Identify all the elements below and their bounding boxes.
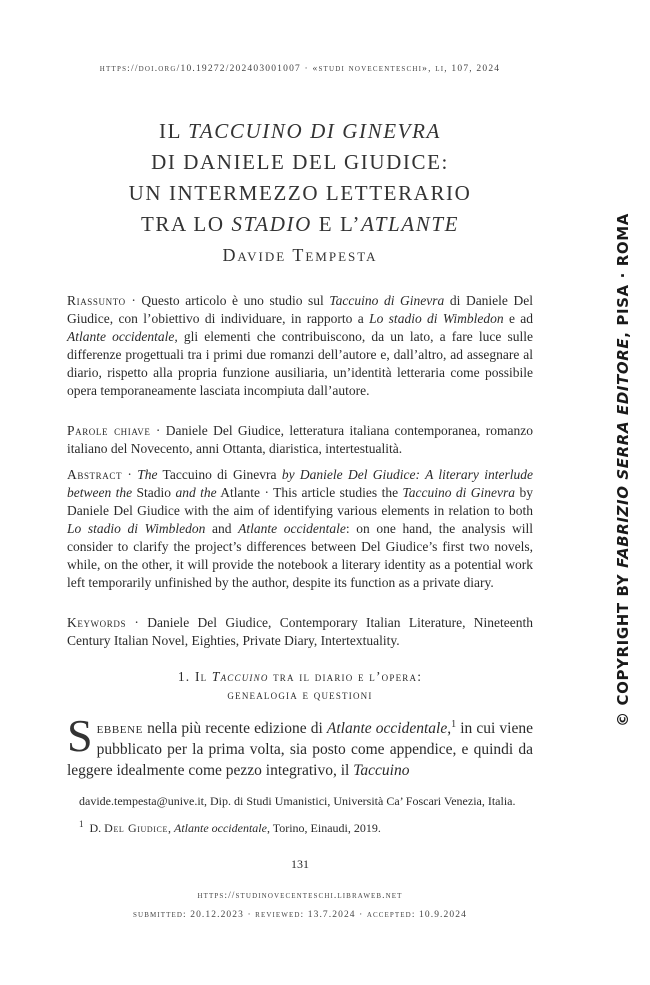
section-heading-line-2: genealogia e questioni [227, 687, 373, 702]
footnote-1: $^1$ D. Del Giudice, Atlante occidentale, Torino, Einaudi, 2019. [79, 819, 381, 835]
footer-url[interactable]: https://studinovecenteschi.libraweb.net [197, 891, 403, 901]
copyright-notice: © COPYRIGHT BY FABRIZIO SERRA EDITORE, PISA · ROMA [614, 213, 632, 727]
riassunto-paragraph: Riassunto · Questo articolo è uno studio sul Taccuino di Ginevra di Daniele Del Giudice, con l’obiettivo di individuare, in rapporto a Lo stadio di Wimbledon e ad Atlante occidentale, gli elementi che contribuiscono, da un lato, a fare luce sulle differenze progettuali tra i primi due romanzi dell’autore e, dall’altro, ad assegnare al diario, rispetto alla propria funzione ausiliaria, un’identità letteraria come possibile opera temporaneamente lasciata incompiuta dall’autore. [67, 293, 534, 398]
drop-cap: S [67, 710, 93, 761]
footnote-ref[interactable]: 1 [451, 719, 457, 730]
abstract-paragraph: Abstract · The Taccuino di Ginevra by Daniele Del Giudice: A literary interlude between the Stadio and the Atlante · This article studies the Taccuino di Ginevra by Daniele Del Giudice with the aim of identifying various elements in relation to both Lo stadio di Wimbledon and Atlante occidentale: on one hand, the analysis will consider to clarify the project’s differences between Del Giudice’s first two novels, while, on the other, it will provide the notebook a literary identity as a potential work left temporarily unfinished by the author, despite its function as a private diary. [67, 467, 533, 590]
keywords-label: Keywords [67, 615, 127, 630]
parole-chiave-label: Parole chiave [67, 423, 151, 438]
body-paragraph: Sebbene nella più recente edizione di Atlante occidentale,$^1$ in cui viene pubblicato per la prima volta, sia posto come appendice, e quindi da leggere idealmente come pezzo integrativo, il Taccuino [67, 710, 533, 780]
title-line-2: DI DANIELE DEL GIUDICE: [151, 150, 449, 174]
title-line-1: IL TACCUINO DI GINEVRA [159, 119, 441, 143]
abstract-label: Abstract [67, 467, 123, 482]
keywords-paragraph: Keywords · Daniele Del Giudice, Contemporary Italian Literature, Nineteenth Century Italian Novel, Eighties, Private Diary, Intertextuality. [67, 615, 533, 648]
section-heading-line-1: 1. Il Taccuino tra il diario e l’opera: [177, 669, 423, 684]
footnotes [67, 793, 533, 837]
section-heading [0, 668, 600, 704]
riassunto-label: Riassunto [67, 293, 126, 308]
author-affiliation: davide.tempesta@unive.it, Dip. di Studi Umanistici, Università Ca’ Foscari Venezia, Italia. [79, 794, 516, 808]
author-name: Davide Tempesta [222, 245, 378, 265]
page-number: 131 [291, 857, 309, 871]
header-citation: https://doi.org/10.19272/202403001007 · «studi novecenteschi», li, 107, 2024 [99, 64, 501, 74]
parole-chiave-paragraph: Parole chiave · Daniele Del Giudice, letteratura italiana contemporanea, romanzo italiano del Novecento, anni Ottanta, diaristica, intertestualità. [67, 423, 533, 456]
title-line-3: UN INTERMEZZO LETTERARIO [128, 181, 472, 205]
footer-dates: submitted: 20.12.2023 · reviewed: 13.7.2024 · accepted: 10.9.2024 [133, 910, 467, 920]
title-line-4: TRA LO STADIO E L’ATLANTE [140, 212, 460, 236]
article-title [0, 116, 600, 240]
